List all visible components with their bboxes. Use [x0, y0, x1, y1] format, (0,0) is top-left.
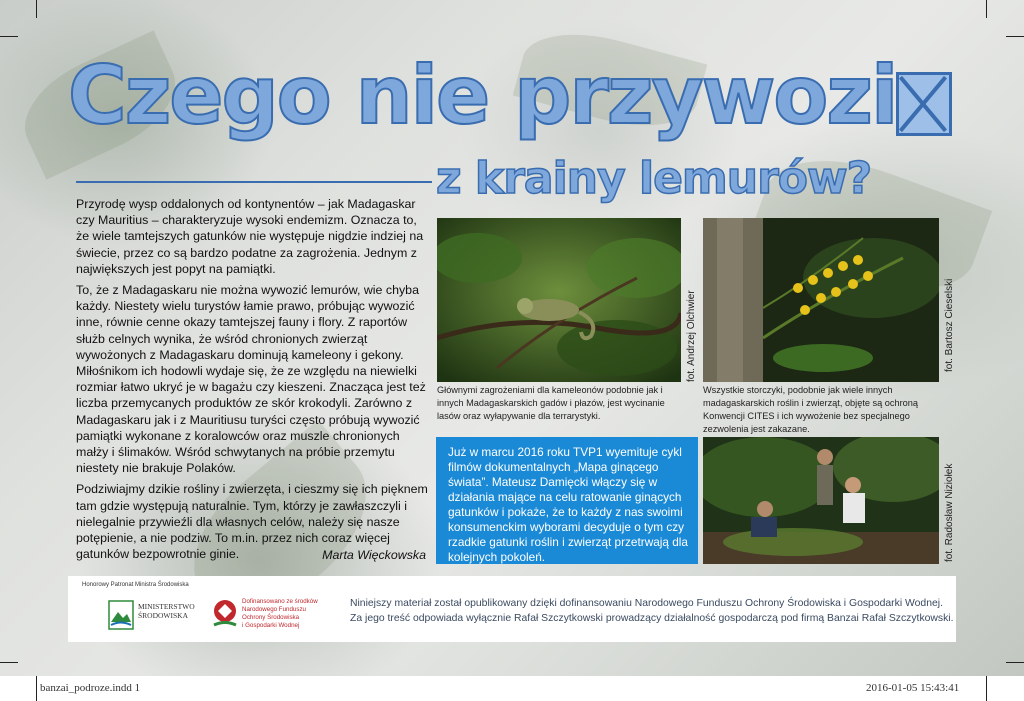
- page-title: Czego nie przywozi: [68, 49, 897, 142]
- fund-emblem-icon: [212, 598, 238, 628]
- ministry-name: ŚRODOWISKA: [138, 611, 189, 620]
- photo-credit: fot. Bartosz Cieselski: [944, 278, 955, 372]
- photo-caption: Głównymi zagrożeniami dla kameleonów podobnie jak i innych Madagaskarskich gadów i płazów, jest wycinanie lasów oraz wyłapywanie dla terrarystyki.: [437, 385, 665, 421]
- fund-name-line: Dofinansowano ze środków: [242, 598, 318, 605]
- crop-mark: [36, 0, 37, 18]
- ministry-logo: [108, 598, 208, 634]
- ministry-emblem-icon: [108, 600, 134, 630]
- infobox-text: Już w marcu 2016 roku TVP1 wyemituje cykl filmów dokumentalnych „Mapa ginącego świata”. Mateusz Damięcki włączy się w działania mające na celu ratowanie ginących gatunków i pokaże, że to każdy z nas swoimi konsumenckim wyborami decyduje o tym czy rzadkie gatunki roślin i zwierząt przetrwają dla kolejnych pokoleń.: [448, 445, 688, 564]
- orchid-photo: [703, 218, 939, 382]
- crossed-letter-icon: [896, 72, 952, 136]
- nfosigw-logo: [212, 596, 332, 636]
- people-photo: [703, 437, 939, 564]
- photo-caption: Wszystkie storczyki, podobnie jak wiele innych madagaskarskich roślin i zwierząt, objęte są ochroną Konwencji CITES i ich wywożenie bez specjalnego zezwolenia jest zakazane.: [703, 385, 918, 434]
- article-paragraph: To, że z Madagaskaru nie można wywozić lemurów, wie chyba każdy. Niestety wielu turystów łamie prawo, próbując wywozić inne, równie cenne okazy tamtejszej fauny i flory. Z raportów służb celnych wynika, że wśród chronionych zwierząt wywożonych z Madagaskaru dominują kameleony i gekony. Miłośnikom ich hodowli wydaje się, że ze względu na niewielki rozmiar łatwo ukryć je w bagażu czy kieszeni. Znacząca jest też liczba przemycanych produktów ze skór krokodyli. Zarówno z Madagaskaru jak i z Mauritiusu turyści często próbują wywozić pamiątki wykonane z koralowców oraz muszle chronionych małży i ślimaków. Wśród schwytanych na próbie przemytu niestety nie brakuje Polaków.: [76, 283, 426, 476]
- patron-label: Honorowy Patronat Ministra Środowiska: [82, 582, 189, 588]
- fund-name-line: Narodowego Funduszu: [242, 606, 306, 613]
- chameleon-photo: [437, 218, 681, 382]
- crop-mark: [0, 662, 18, 663]
- article-paragraph: Podziwiajmy dzikie rośliny i zwierzęta, i cieszmy się ich pięknem tam gdzie występują naturalnie. Tym, którzy je zawłaszczyli i nielegalnie przywieźli dla własnych celów, należy się nasze potępienie, a nie podziw. To m.in. przez nich coraz więcej gatunków bezpowrotnie ginie.: [76, 482, 428, 562]
- funding-notice-line: Niniejszy materiał został opublikowany dzięki dofinansowaniu Narodowego Funduszu Ochrony Środowiska i Gospodarki Wodnej.: [350, 598, 943, 609]
- slug-timestamp: 2016-01-05 15:43:41: [866, 682, 960, 694]
- article-paragraph: Przyrodę wysp oddalonych od kontynentów – jak Madagaskar czy Mauritius – charakteryzuje wysoki endemizm. Oznacza to, że wiele tamtejszych gatunków nie występuje nigdzie indziej na świecie, przez co są bardzo podatne za zagrożenia. Jednym z największych jest popyt na pamiątki.: [76, 197, 424, 276]
- funding-notice: [350, 596, 954, 626]
- article-author: Marta Więckowska: [322, 548, 426, 562]
- tv-infobox: [436, 437, 698, 564]
- photo-credit: fot. Radosław Niziołek: [944, 463, 955, 562]
- crop-mark: [986, 676, 987, 701]
- title-rule: [76, 181, 432, 183]
- ministry-name: MINISTERSTWO: [138, 602, 195, 611]
- fund-name-line: Ochrony Środowiska: [242, 614, 300, 621]
- fund-name-line: i Gospodarki Wodnej: [242, 622, 300, 629]
- slug-filename: banzai_podroze.indd 1: [40, 682, 141, 694]
- crop-mark: [0, 36, 18, 37]
- crop-mark: [36, 676, 37, 701]
- page-subtitle: z krainy lemurów?: [436, 153, 872, 204]
- article-body: [76, 196, 428, 567]
- photo-credit: fot. Andrzej Olchwier: [686, 290, 697, 382]
- funding-notice-line: Za jego treść odpowiada wyłącznie Rafał Szczytkowski prowadzący działalność gospodarczą pod firmą Banzai Rafał Szczytkowski.: [350, 613, 954, 624]
- sponsor-footer: [68, 576, 956, 642]
- crop-mark: [1006, 36, 1024, 37]
- crop-mark: [1006, 662, 1024, 663]
- crop-mark: [986, 0, 987, 18]
